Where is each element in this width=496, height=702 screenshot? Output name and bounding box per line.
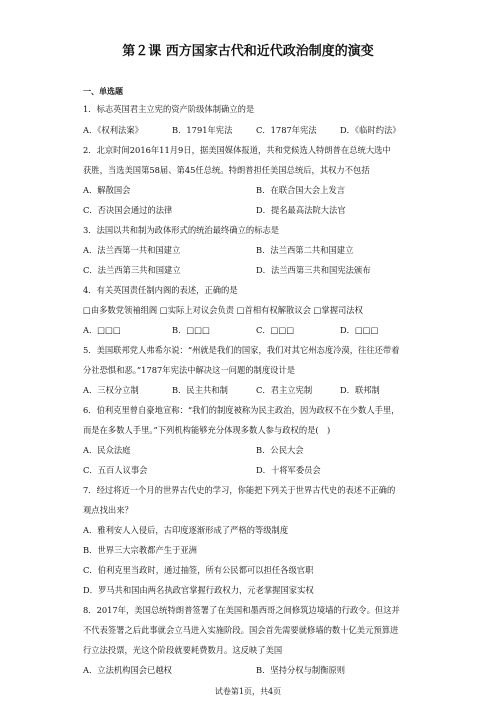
q2-option-d: D．提名最高法院大法官 [256, 205, 346, 215]
page-title: 第２课 西方国家古代和近代政治制度的演变 [122, 44, 374, 59]
question-3-stem: 3．法国以共和制为政体形式的统治最终确立的标志是 [83, 225, 280, 235]
question-2-line-2: 获胜，当选美国第58届、第45任总统。特朗普担任美国总统后，其权力不包括 [83, 165, 370, 175]
q4-option-a: A．□□□ [83, 325, 121, 335]
question-8-line-3: 行立法投票，光这个阶段就要耗费数月。这反映了美国 [83, 645, 283, 655]
question-8-line-1: 8．2017年，美国总统特朗普签署了在美国和墨西哥之间修筑边境墙的行政令。但这并 [83, 605, 400, 615]
question-6-line-2: 而是在多数人手里。”下列机构能够充分体现多数人参与政权的是( ) [83, 425, 331, 435]
page-footer: 试卷第1页，共4页 [214, 687, 282, 696]
q3-option-a: A．法兰西第一共和国建立 [83, 245, 181, 255]
q6-option-a: A．民众法庭 [83, 445, 131, 455]
q1-option-a: A．《权利法案》 [83, 125, 143, 135]
question-5-line-1: 5．美国联邦党人弗希尔说：“州就是我们的国家，我们对其它州态度冷漠，往往还带着 [83, 345, 400, 355]
question-5-line-2: 分社恐惧和恶。”1787年宪法中解决这一问题的制度设计是 [83, 365, 296, 375]
question-8-line-2: 不代表签署之后此事就会立马进入实施阶段。国会首先需要就修墙的数十亿美元预算进 [83, 625, 399, 635]
q5-option-a: A．三权分立制 [83, 385, 139, 395]
question-4-stem: 4．有关英国责任制内阁的表述，正确的是 [83, 285, 238, 295]
q2-option-a: A．解散国会 [83, 185, 131, 195]
q1-option-d: D．《临时约法》 [340, 125, 401, 135]
question-6-line-1: 6．伯利克里曾自豪地宣称：“我们的制度被称为民主政治，因为政权不在少数人手里， [83, 405, 400, 415]
q7-option-d: D．罗马共和国由两名执政官掌握行政权力，元老掌握国家实权 [83, 585, 314, 595]
question-2-line-1: 2．北京时间2016年11月9日，据美国媒体报道，共和党候选人特朗普在总统大选中 [83, 145, 391, 155]
q1-option-c: C．1787年宪法 [256, 125, 317, 135]
q4-option-d: D．□□□ [340, 325, 379, 335]
question-4-items: □由多数党领袖组阁 □实际上对议会负责 □首相有权解散议会 □掌握司法权 [83, 305, 363, 315]
question-1-stem: 1．标志英国君主立宪的资产阶级体制确立的是 [83, 104, 255, 114]
q3-option-d: D．法兰西第三共和国宪法颁布 [256, 265, 371, 275]
q3-option-b: B．法兰西第二共和国建立 [256, 245, 354, 255]
q3-option-c: C．法兰西第三共和国建立 [83, 265, 181, 275]
q5-option-d: D．联邦制 [340, 385, 380, 395]
q2-option-c: C．否决国会通过的法律 [83, 205, 173, 215]
q1-option-b: B．1791年宪法 [172, 125, 233, 135]
q7-option-b: B．世界三大宗教都产生于亚洲 [83, 545, 197, 555]
section-heading: 一、单选题 [83, 87, 123, 96]
q5-option-b: B．民主共和制 [172, 385, 228, 395]
question-7-line-2: 观点找出来？ [83, 505, 133, 515]
question-7-line-1: 7．经过将近一个月的世界古代史的学习，你能把下列关于世界古代史的表述不正确的 [83, 485, 396, 495]
q4-option-b: B．□□□ [172, 325, 210, 335]
q8-option-a: A．立法机构国会已越权 [83, 665, 172, 675]
q8-option-b: B．坚持分权与制衡原则 [256, 665, 346, 675]
q4-option-c: C．□□□ [256, 325, 295, 335]
q7-option-a: A．雅利安人入侵后，古印度逐渐形成了严格的等级制度 [83, 525, 289, 535]
q7-option-c: C．伯利克里当政时，通过抽签，所有公民都可以担任各级官职 [83, 565, 314, 575]
q6-option-d: D．十将军委员会 [256, 465, 321, 475]
q2-option-b: B．在联合国大会上发言 [256, 185, 346, 195]
q6-option-b: B．公民大会 [256, 445, 304, 455]
q6-option-c: C．五百人议事会 [83, 465, 148, 475]
q5-option-c: C．君主立宪制 [256, 385, 313, 395]
